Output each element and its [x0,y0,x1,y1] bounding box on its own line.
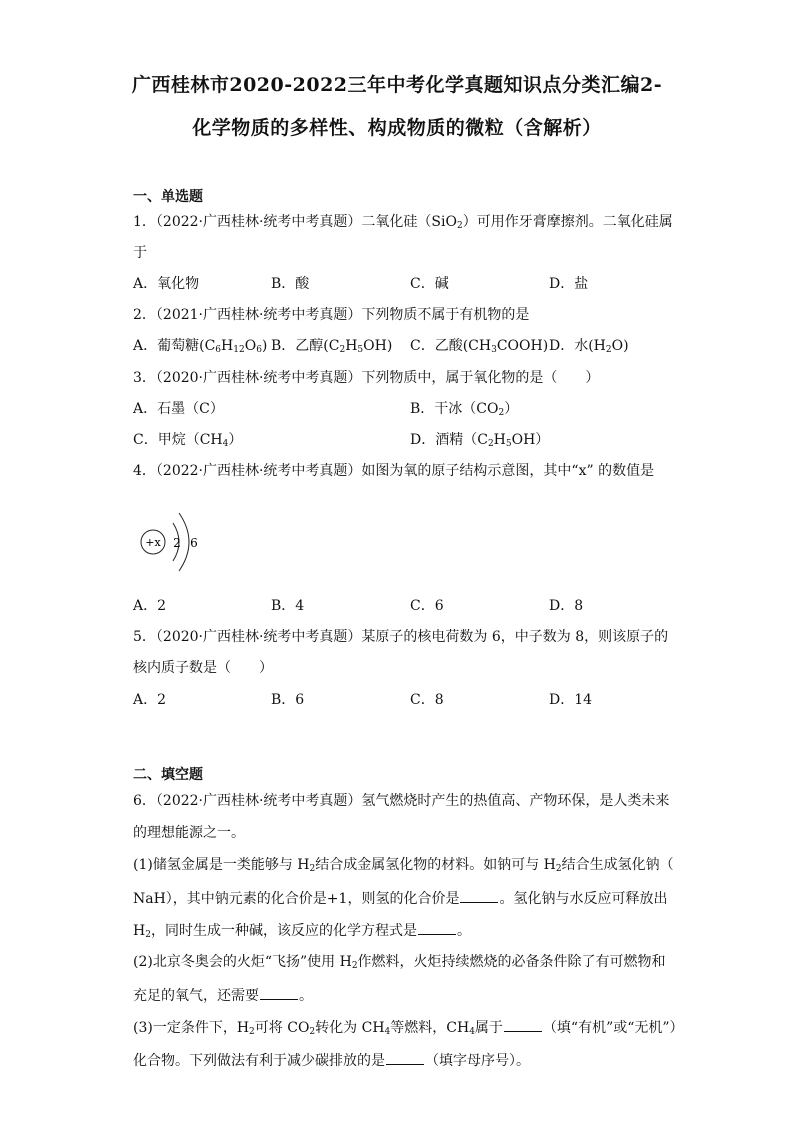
question-6-part2-line2: 充足的氧气，还需要 。 [133,985,313,1006]
document-title-line2: 化学物质的多样性、构成物质的微粒（含解析） [192,117,602,139]
question-5-option-c[interactable]: C．8 [410,692,444,708]
answer-blank-carbon-reduction[interactable] [386,1050,424,1065]
question-1-option-b[interactable]: B．酸 [271,276,310,292]
shell-2-electrons: 6 [190,536,198,550]
question-2-option-d[interactable]: D．水$(H_2O)$ [549,338,629,355]
question-2-option-b[interactable]: B．乙醇$(C_2H_5OH)$ [271,338,393,355]
atom-diagram-svg [133,505,223,580]
answer-blank-combustion-condition[interactable] [260,985,298,1000]
section-heading-fill-in: 二、填空题 [133,767,203,783]
question-2-option-c[interactable]: C．乙酸$(CH_3COOH)$ [410,338,549,355]
question-5-option-d[interactable]: D．14 [549,692,593,708]
answer-blank-chemical-equation[interactable] [418,920,456,935]
question-3-option-c[interactable]: C．甲烷$(CH_4)$ [133,432,243,449]
question-2-option-a[interactable]: A．葡萄糖$(C_6H_{12}O_6)$ [133,338,268,355]
oxygen-atom-structure-diagram [133,505,223,580]
answer-blank-organic-inorganic[interactable] [504,1017,542,1032]
question-4-option-b[interactable]: B．4 [271,598,305,614]
question-3-option-b[interactable]: B．干冰$(CO_2)$ [410,401,519,418]
document-title-line1: 广西桂林市2020-2022三年中考化学真题知识点分类汇编2- [131,74,663,96]
question-6-part1-line2: NaH），其中钠元素的化合价是+1，则氢的化合价是 。氢化钠与水反应可释放出 [133,888,667,909]
question-5-stem-cont: 核内质子数是（ ） [133,660,273,676]
question-6-part1-line1: (1)储氢金属是一类能够与 $H_2$结合成金属氢化物的材料。如钠可与 $H_2$结合生成氢化钠（ [133,857,674,874]
question-5-option-b[interactable]: B．6 [271,692,305,708]
question-6-part1-line3: $H_2$，同时生成一种碱，该反应的化学方程式是 。 [133,920,471,941]
answer-blank-hydrogen-valence[interactable] [460,888,498,903]
question-5-option-a[interactable]: A．2 [133,692,167,708]
question-4-option-c[interactable]: C．6 [410,598,444,614]
question-6-stem-cont: 的理想能源之一。 [133,825,245,841]
question-1-option-a[interactable]: A．氧化物 [133,276,200,292]
section-heading-single-choice: 一、单选题 [133,189,203,205]
question-1-stem-cont: 于 [133,245,147,261]
question-2-stem: 2．（2021·广西桂林·统考中考真题）下列物质不属于有机物的是 [133,307,530,323]
question-6-part3-line2: 化合物。下列做法有利于减少碳排放的是 （填字母序号）。 [133,1050,530,1071]
question-4-stem: 4．（2022·广西桂林·统考中考真题）如图为氧的原子结构示意图，其中“x” 的数值是 [133,463,655,479]
question-3-option-d[interactable]: D．酒精$(C_2H_5OH)$ [410,432,550,449]
question-3-stem: 3．（2020·广西桂林·统考中考真题）下列物质中，属于氧化物的是（ ） [133,370,600,386]
question-6-part2-line1: (2)北京冬奥会的火炬“飞扬”使用 $H_2$作燃料，火炬持续燃烧的必备条件除了有可燃物和 [133,954,666,971]
question-6-stem: 6．（2022·广西桂林·统考中考真题）氢气燃烧时产生的热值高、产物环保，是人类未来 [133,793,670,809]
question-5-stem: 5．（2020·广西桂林·统考中考真题）某原子的核电荷数为 6，中子数为 8，则该原子的 [133,629,669,645]
question-1-option-d[interactable]: D．盐 [549,276,589,292]
question-3-option-a[interactable]: A．石墨（C） [133,401,224,417]
question-6-part3-line1: (3)一定条件下，$H_2$可将 $CO_2$转化为 $CH_4$等燃料，$CH_4$属于 （填“有机”或“无机”） [133,1017,684,1038]
question-1-option-c[interactable]: C．碱 [410,276,449,292]
shell-1-electrons: 2 [173,536,181,550]
nucleus-label: +x [145,536,161,549]
question-1-stem: 1．（2022·广西桂林·统考中考真题）二氧化硅（SiO$_2$）可用作牙膏摩擦剂。二氧化硅属 [133,214,673,231]
question-4-option-a[interactable]: A．2 [133,598,167,614]
question-4-option-d[interactable]: D．8 [549,598,584,614]
